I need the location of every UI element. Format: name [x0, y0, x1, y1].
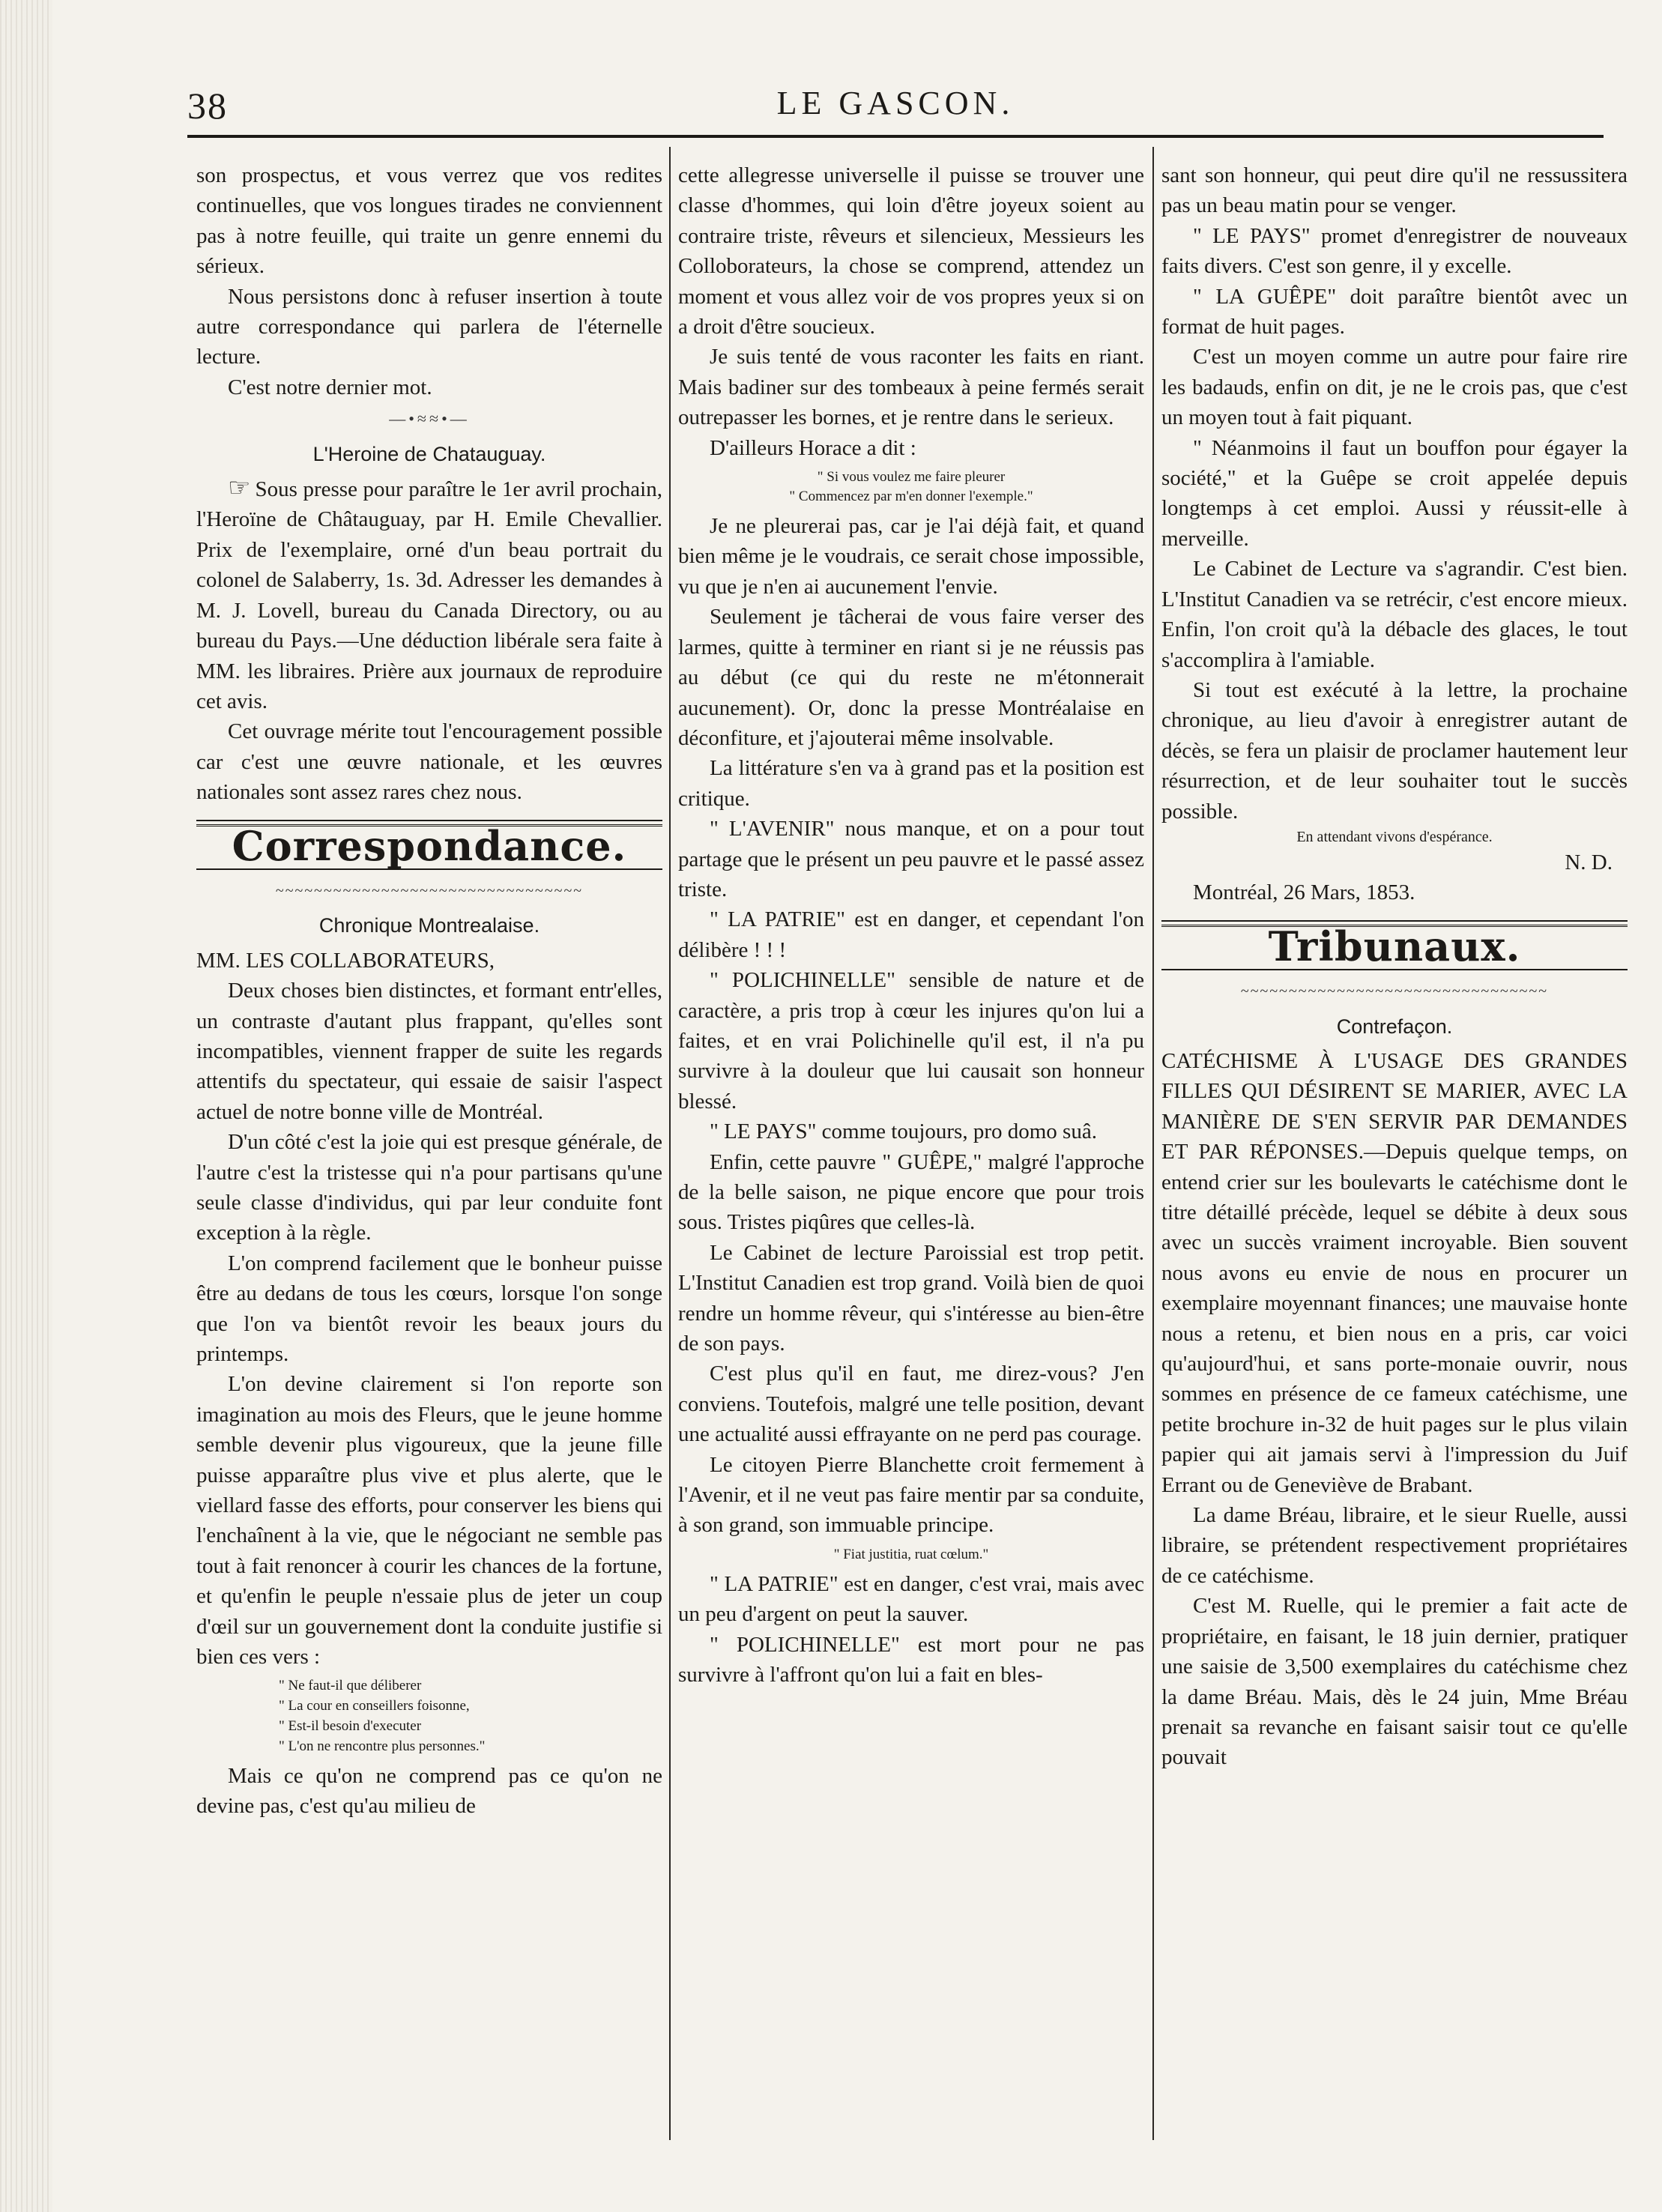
paragraph: Cet ouvrage mérite tout l'encouragement possible car c'est une œuvre nationale, et les œuvres nationales sont assez rares chez nous.: [196, 719, 662, 805]
paragraph: L'on comprend facilement que le bonheur puisse être au dedans de tous les cœurs, lorsque l'on songe que l'on va bientôt revoir les beaux jours du printemps.: [196, 1251, 662, 1367]
verse-line: " Est-il besoin d'executer: [279, 1717, 422, 1734]
quote-line: " Commencez par m'en donner l'exemple.": [789, 489, 1033, 505]
quote-line: " Si vous voulez me faire pleurer: [817, 469, 1006, 486]
paragraph: D'ailleurs Horace a dit :: [710, 435, 916, 460]
paragraph: Enfin, cette pauvre " GUÊPE," malgré l'approche de la belle saison, ne pique encore que pour trois sous. Tristes piqûres que celles-là.: [678, 1149, 1144, 1235]
horace-quote: [678, 468, 1144, 507]
paragraph: sant son honneur, qui peut dire qu'il ne ressussitera pas un beau matin pour se venger.: [1161, 163, 1628, 218]
paragraph: Je ne pleurerai pas, car je l'ai déjà fait, et quand bien même je le voudrais, ce serait chose impossible, vu que je n'en ai aucunement l'envie.: [678, 514, 1144, 599]
signature: N. D.: [1565, 850, 1613, 874]
paragraph: CATÉCHISME À L'USAGE DES GRANDES FILLES QUI DÉSIRENT SE MARIER, AVEC LA MANIÈRE DE S'EN SERVIR PAR DEMANDES ET PAR RÉPONSES.—Depuis quelque temps, on entend crier sur les boulevarts le catéchisme dont le titre détaillé précède, lequel se débite à deux sous avec un succès vraiment incroyable. Bien souvent nous avons eu envie de nous en procurer un exemplaire moyennant finances; une mauvaise honte nous a retenu, et bien nous en a pris, car voici qu'aujourd'hui, et sans porte-monaie ouvrir, nous sommes en présence de ce fameux catéchisme, une petite brochure in-32 de huit pages sur le plus vilain papier qui ait jamais servi à l'impression du Juif Errant ou de Geneviève de Brabant.: [1161, 1048, 1628, 1497]
paragraph: cette allegresse universelle il puisse se trouver une classe d'hommes, qui loin d'être joyeux soient au contraire triste, rêveurs et silencieux, Messieurs les Colloborateurs, la chose se comprend, attendez un moment et vous allez voir de vos propres yeux si on a droit d'être soucieux.: [678, 163, 1144, 339]
notice-text: Sous presse pour paraître le 1er avril prochain, l'Heroïne de Châtauguay, par H. Emile Chevallier. Prix de l'exemplaire, orné d'un beau portrait du colonel de Salaberry, 1s. 3d. Adresser les demandes à M. J. Lovell, bureau du Canada Directory, ou au bureau du Pays.—Une déduction libérale sera faite à MM. les libraires. Prière aux journaux de reproduire cet avis.: [196, 477, 662, 713]
paragraph: Nous persistons donc à refuser insertion à toute autre correspondance qui parlera de l'éternelle lecture.: [196, 284, 662, 369]
column-rule-2: [1152, 147, 1154, 2140]
paragraph: Seulement je tâcherai de vous faire verser des larmes, quitte à terminer en riant si je ne réussis pas au début (ce qui du reste ne m'étonnerait aucunement). Or, donc la presse Montréalaise en déconfiture, et j'ajouterai même insolvable.: [678, 605, 1144, 750]
verse-line: " La cour en conseillers foisonne,: [279, 1697, 470, 1714]
column-3: [1161, 160, 1628, 2139]
chronique-heading: Chronique Montrealaise.: [318, 914, 540, 937]
paragraph: son prospectus, et vous verrez que vos redites continuelles, que vos longues tirades ne conviennent pas à notre feuille, qui traite un genre ennemi du sérieux.: [196, 163, 662, 279]
salutation: MM. LES COLLABORATEURS,: [196, 948, 495, 973]
column-rule-1: [669, 147, 671, 2140]
page-number: 38: [187, 85, 228, 127]
ornament-divider: —•≈≈•—: [389, 409, 470, 429]
correspondance-section-title: Correspondance.: [196, 824, 662, 870]
paragraph: " LA GUÊPE" doit paraître bientôt avec un format de huit pages.: [1161, 284, 1628, 339]
verse-line: " Ne faut-il que déliberer: [279, 1677, 422, 1693]
paragraph: La littérature s'en va à grand pas et la position est critique.: [678, 756, 1144, 811]
verse-quote: [279, 1675, 662, 1756]
paragraph: La dame Bréau, libraire, et le sieur Ruelle, aussi libraire, se prétendent respectivement propriétaires de ce catéchisme.: [1161, 1503, 1628, 1588]
verse-line: " L'on ne rencontre plus personnes.": [279, 1738, 486, 1754]
column-1: [196, 160, 662, 2139]
paragraph: L'on devine clairement si l'on reporte son imagination au mois des Fleurs, que le jeune homme semble devenir plus vigoureux, que la jeune fille puisse apparaître plus vive et plus alerte, que le viellard fasse des efforts, pour conserver les biens qui l'enchaînent à la vie, que le négociant ne semble pas tout à fait renoncer à courir les chances de la fortune, et qu'enfin le peuple n'essaie plus de jeter un coup d'œil sur un gouvernement dont la conduite justifie si bien ces vers :: [196, 1372, 662, 1669]
paragraph: " POLICHINELLE" est mort pour ne pas survivre à l'affront qu'on lui a fait en bles-: [678, 1632, 1144, 1687]
paragraph: Si tout est exécuté à la lettre, la prochaine chronique, au lieu d'avoir à enregistrer autant de décès, se fera un plaisir de proclamer hautement leur résurrection, et de leur souhaiter tout le succès possible.: [1161, 677, 1628, 824]
paragraph: " LE PAYS" promet d'enregistrer de nouveaux faits divers. C'est son genre, il y excelle.: [1161, 223, 1628, 279]
tribunaux-section-title: Tribunaux.: [1161, 925, 1628, 970]
paragraph: Mais ce qu'on ne comprend pas ce qu'on ne devine pas, c'est qu'au milieu de: [196, 1763, 662, 1818]
heroine-heading: L'Heroine de Chatauguay.: [312, 442, 546, 465]
closing-line: En attendant vivons d'espérance.: [1296, 828, 1493, 845]
column-2: [678, 160, 1144, 2139]
paragraph: C'est M. Ruelle, qui le premier a fait acte de propriétaire, en faisant, le 18 juin dernier, pratiquer une saisie de 3,500 exemplaires du catéchisme chez la dame Bréau. Mais, dès le 24 juin, Mme Bréau prenait sa revanche en faisant saisir tout ce qu'elle pouvait: [1161, 1594, 1628, 1770]
paragraph: " Néanmoins il faut un bouffon pour égayer la société," et la Guêpe se croit appelée depuis longtemps à cet emploi. Aussi y réussit-elle à merveille.: [1161, 435, 1628, 551]
dateline: Montréal, 26 Mars, 1853.: [1193, 880, 1415, 905]
paragraph: " LE PAYS" comme toujours, pro domo suâ.: [710, 1119, 1097, 1144]
paragraph: Je suis tenté de vous raconter les faits en riant. Mais badiner sur des tombeaux à peine fermés serait outrepasser les bornes, et je rentre dans le serieux.: [678, 345, 1144, 430]
paragraph: Le Cabinet de Lecture va s'agrandir. C'est bien. L'Institut Canadien va se retrécir, c'est encore mieux. Enfin, l'on croit qu'à la débacle des glaces, le tout s'accomplira à l'amiable.: [1161, 557, 1628, 672]
paragraph: Le citoyen Pierre Blanchette croit fermement à l'Avenir, et il ne veut pas faire mentir par sa conduite, à son grand, son immuable principe.: [678, 1452, 1144, 1538]
latin-quote: " Fiat justitia, ruat cœlum.": [833, 1546, 989, 1562]
paragraph: " L'AVENIR" nous manque, et on a pour tout partage que le présent un peu pauvre et le passé assez triste.: [678, 817, 1144, 901]
paragraph: C'est plus qu'il en faut, me direz-vous? J'en conviens. Toutefois, malgré une telle position, devant une actualité aussi effrayante on ne perd pas courage.: [678, 1362, 1144, 1447]
paragraph: Le Cabinet de lecture Paroissial est trop petit. L'Institut Canadien est trop grand. Voilà bien de quoi rendre un homme rêveur, qui s'intéresse au bien-être de son pays.: [678, 1240, 1144, 1356]
paragraph: C'est un moyen comme un autre pour faire rire les badauds, enfin on dit, je ne le crois pas, que c'est un moyen tout à fait piquant.: [1161, 345, 1628, 430]
page-edge-scan-noise: [0, 0, 52, 2212]
wavy-divider: ~~~~~~~~~~~~~~~~~~~~~~~~~~~~~~~~: [275, 882, 584, 899]
header-rule: [187, 135, 1604, 138]
contrefacon-heading: Contrefaçon.: [1336, 1015, 1453, 1038]
paragraph: " POLICHINELLE" sensible de nature et de caractère, a pris trop à cœur les injures qu'on lui a faites, et en vrai Polichinelle qu'il est, il n'a pu survivre à la douleur que lui causait son honneur blessé.: [678, 968, 1144, 1113]
paragraph: " LA PATRIE" est en danger, et cependant l'on délibère ! ! !: [678, 907, 1144, 962]
section-rule: [196, 820, 662, 821]
paragraph: Deux choses bien distinctes, et formant entr'elles, un contraste d'autant plus frappant, qu'elles sont incompatibles, viennent frapper de suite les regards attentifs du spectateur, qui essaie de saisir l'aspect actuel de notre bonne ville de Montréal.: [196, 979, 662, 1124]
section-rule: [1161, 920, 1628, 922]
paragraph: " LA PATRIE" est en danger, c'est vrai, mais avec un peu d'argent on peut la sauver.: [678, 1571, 1144, 1627]
newspaper-title: LE GASCON.: [776, 85, 1015, 121]
page-header: [187, 84, 1604, 136]
wavy-divider: ~~~~~~~~~~~~~~~~~~~~~~~~~~~~~~~~: [1240, 983, 1549, 1000]
paragraph: C'est notre dernier mot.: [228, 375, 432, 399]
paragraph: D'un côté c'est la joie qui est presque générale, de l'autre c'est la tristesse qui n'a pour partisans qu'une seule classe d'individus, qui par leur conduite font exception à la règle.: [196, 1130, 662, 1245]
pointing-hand-icon: ☞: [228, 474, 251, 503]
